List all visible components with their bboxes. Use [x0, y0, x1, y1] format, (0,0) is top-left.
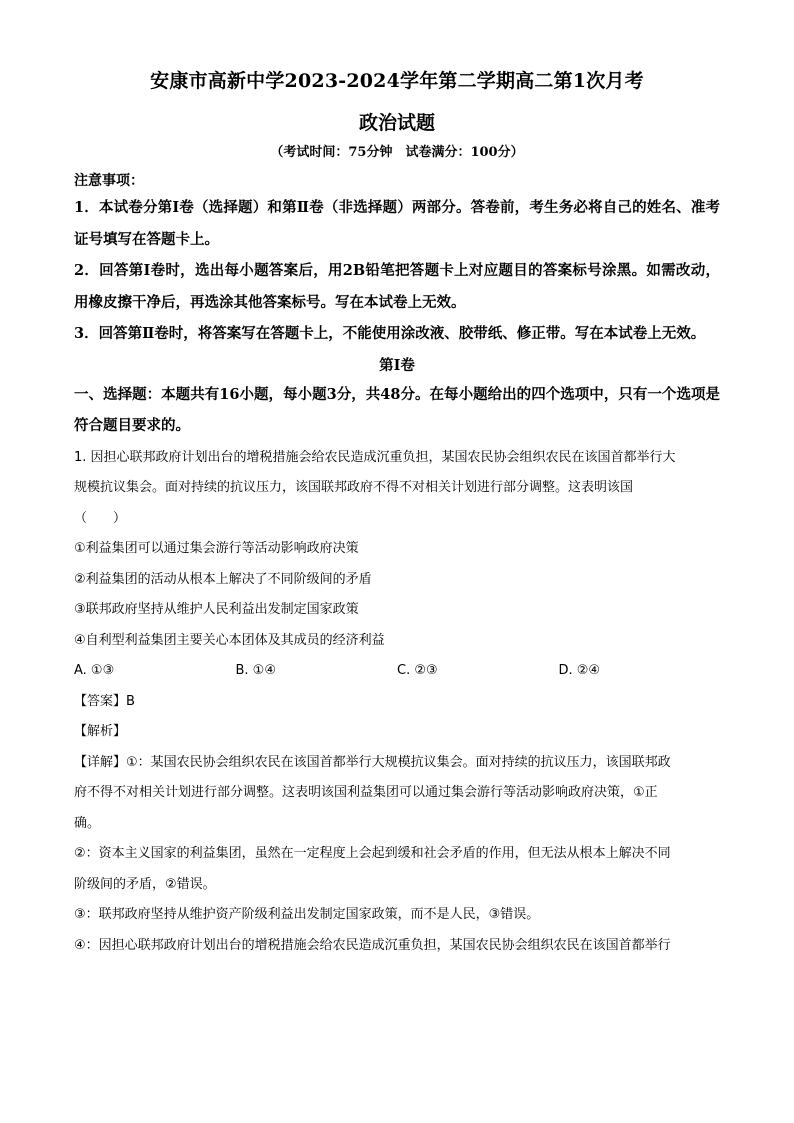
notes-list — [74, 192, 720, 350]
exam-title: 安康市高新中学2023-2024学年第二学期高二第1次月考 — [150, 70, 644, 92]
question-1-stem — [74, 443, 720, 535]
statement: ①利益集团可以通过集会游行等活动影响政府决策 — [74, 541, 359, 556]
option-d: D. ②④ — [558, 663, 601, 678]
question-1-statements — [74, 534, 720, 656]
analysis-line: 阶级间的矛盾，②错误。 — [74, 876, 216, 892]
statement: ④自利型利益集团主要关心本团体及其成员的经济利益 — [74, 632, 385, 648]
analysis-line: 确。 — [74, 815, 101, 831]
analysis-line: ④：因担心联邦政府计划出台的增税措施会给农民造成沉重负担，某国农民协会组织农民在该国首都举行 — [74, 937, 671, 953]
analysis-label: 【解析】 — [74, 724, 127, 739]
exam-time-score: （考试时间：75分钟 试卷满分：100分） — [270, 145, 524, 160]
analysis-line: ③：联邦政府坚持从维护资产阶级利益出发制定国家政策，而不是人民，③错误。 — [74, 907, 540, 922]
analysis-line: 府不得不对相关计划进行部分调整。这表明该国利益集团可以通过集会游行等活动影响政府决策，①正 — [74, 785, 658, 800]
note-item: 3．回答第Ⅱ卷时，将答案写在答题卡上，不能使用涂改液、胶带纸、修正带。写在本试卷上无效。 — [74, 325, 706, 342]
option-b: B. ①④ — [235, 663, 276, 678]
statement: ②利益集团的活动从根本上解决了不同阶级间的矛盾 — [74, 571, 372, 587]
exam-subject: 政治试题 — [358, 112, 435, 134]
section-instruction: 一、选择题：本题共有16小题，每小题3分，共48分。在每小题给出的四个选项中，只有一个选项是符合题目要求的。 — [74, 385, 720, 434]
stem-line: （ ） — [74, 510, 127, 526]
option-a: A. ①③ — [74, 663, 115, 678]
note-item: 2．回答第Ⅰ卷时，选出每小题答案后，用2B铅笔把答题卡上对应题目的答案标号涂黑。如需改动，用橡皮擦干净后，再选涂其他答案标号。写在本试卷上无效。 — [74, 262, 720, 311]
question-1-options — [74, 656, 720, 687]
stem-line: 规模抗议集会。面对持续的抗议压力，该国联邦政府不得不对相关计划进行部分调整。这表明该国 — [74, 480, 634, 495]
analysis-text — [74, 748, 720, 962]
answer-label: 【答案】B — [74, 693, 135, 709]
note-item: 1．本试卷分第Ⅰ卷（选择题）和第Ⅱ卷（非选择题）两部分。答卷前，考生务必将自己的姓名、准考证号填写在答题卡上。 — [74, 199, 720, 248]
notes-heading: 注意事项： — [74, 173, 144, 189]
option-c: C. ②③ — [397, 663, 438, 678]
analysis-line: 【详解】①：某国农民协会组织农民在该国首都举行大规模抗议集会。面对持续的抗议压力，该国联邦政 — [74, 754, 671, 770]
section-heading: 第Ⅰ卷 — [379, 356, 415, 374]
analysis-line: ②：资本主义国家的利益集团，虽然在一定程度上会起到缓和社会矛盾的作用，但无法从根本上解决不同 — [74, 846, 671, 861]
stem-line: 1. 因担心联邦政府计划出台的增税措施会给农民造成沉重负担，某国农民协会组织农民在该国首都举行大 — [74, 449, 676, 465]
statement: ③联邦政府坚持从维护人民利益出发制定国家政策 — [74, 602, 359, 617]
exam-page — [74, 66, 720, 961]
